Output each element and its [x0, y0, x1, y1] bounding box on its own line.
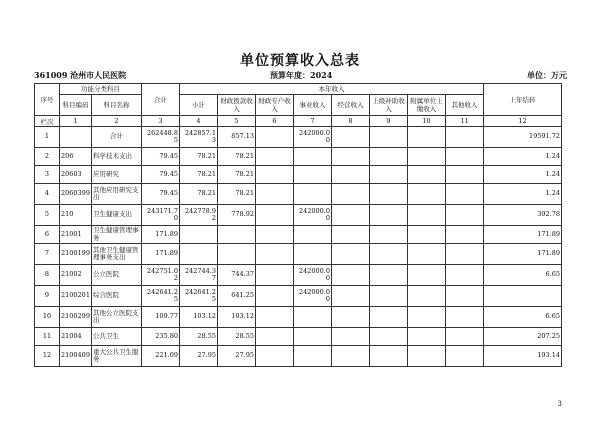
organization-label: 361009 沧州市人民医院 [34, 70, 127, 80]
table-row [35, 244, 562, 265]
cell-business [294, 226, 332, 244]
cell-code: 21001 [60, 226, 92, 244]
cell-code: 2060399 [60, 184, 92, 205]
cell-operating [332, 286, 370, 307]
column-index-cell: 12 [484, 116, 562, 127]
cell-fiscal-special [256, 265, 294, 286]
cell-subtotal: 78.21 [180, 148, 218, 166]
cell-other [446, 307, 484, 328]
cell-fiscal: 28.55 [218, 328, 256, 346]
cell-other [446, 244, 484, 265]
cell-fiscal: 744.37 [218, 265, 256, 286]
cell-superior [370, 265, 408, 286]
cell-superior [370, 127, 408, 148]
cell-business [294, 166, 332, 184]
cell-seq: 4 [35, 184, 60, 205]
cell-name: 科学技术支出 [92, 148, 142, 166]
budget-income-table [34, 83, 562, 367]
table-row [35, 265, 562, 286]
unit-label: 单位：万元 [527, 70, 567, 80]
cell-carryover: 193.14 [484, 346, 562, 367]
cell-fiscal-special [256, 307, 294, 328]
header-name: 科目名称 [92, 95, 142, 116]
header-affiliated: 附属单位上缴收入 [408, 95, 446, 116]
cell-operating [332, 244, 370, 265]
cell-fiscal-special [256, 244, 294, 265]
table-row [35, 166, 562, 184]
page-title: 单位预算收入总表 [240, 53, 360, 69]
cell-affiliated [408, 226, 446, 244]
cell-fiscal-special [256, 166, 294, 184]
cell-fiscal: 27.95 [218, 346, 256, 367]
cell-affiliated [408, 265, 446, 286]
cell-carryover: 19591.72 [484, 127, 562, 148]
cell-name: 其他卫生健康管理事务支出 [92, 244, 142, 265]
cell-business [294, 307, 332, 328]
cell-operating [332, 166, 370, 184]
column-index-cell: 1 [60, 116, 92, 127]
cell-code: 2100409 [60, 346, 92, 367]
budget-year-label: 预算年度：2024 [270, 70, 333, 80]
column-index-cell: 2 [92, 116, 142, 127]
header-subtotal: 小计 [180, 95, 218, 116]
cell-seq: 9 [35, 286, 60, 307]
cell-affiliated [408, 166, 446, 184]
cell-superior [370, 244, 408, 265]
table-row [35, 148, 562, 166]
cell-total: 221.09 [142, 346, 180, 367]
cell-superior [370, 166, 408, 184]
cell-subtotal: 78.21 [180, 166, 218, 184]
cell-other [446, 346, 484, 367]
cell-fiscal: 78.21 [218, 166, 256, 184]
cell-subtotal: 242857.13 [180, 127, 218, 148]
cell-carryover: 6.65 [484, 307, 562, 328]
cell-other [446, 148, 484, 166]
column-index-cell: 6 [256, 116, 294, 127]
cell-superior [370, 184, 408, 205]
cell-name: 重大公共卫生服务 [92, 346, 142, 367]
cell-seq: 1 [35, 127, 60, 148]
cell-fiscal: 778.92 [218, 205, 256, 226]
header-other: 其他收入 [446, 95, 484, 116]
column-index-row [35, 116, 562, 127]
cell-affiliated [408, 184, 446, 205]
cell-seq: 6 [35, 226, 60, 244]
cell-other [446, 205, 484, 226]
cell-superior [370, 346, 408, 367]
cell-total: 243171.70 [142, 205, 180, 226]
cell-carryover: 171.89 [484, 244, 562, 265]
header-operating: 经营收入 [332, 95, 370, 116]
header-code: 科目编码 [60, 95, 92, 116]
cell-superior [370, 328, 408, 346]
header-fiscal: 财政拨款收入 [218, 95, 256, 116]
cell-business: 242000.00 [294, 205, 332, 226]
cell-superior [370, 148, 408, 166]
column-index-cell: 9 [370, 116, 408, 127]
cell-name: 合计 [92, 127, 142, 148]
cell-operating [332, 127, 370, 148]
cell-code: 21002 [60, 265, 92, 286]
cell-operating [332, 328, 370, 346]
cell-name: 应用研究 [92, 166, 142, 184]
cell-code: 2100299 [60, 307, 92, 328]
cell-superior [370, 205, 408, 226]
column-index-cell: 7 [294, 116, 332, 127]
cell-operating [332, 205, 370, 226]
cell-subtotal: 242641.25 [180, 286, 218, 307]
column-index-cell: 4 [180, 116, 218, 127]
cell-fiscal-special [256, 184, 294, 205]
cell-code: 21004 [60, 328, 92, 346]
cell-fiscal-special [256, 346, 294, 367]
cell-fiscal: 103.12 [218, 307, 256, 328]
cell-other [446, 127, 484, 148]
cell-total: 79.45 [142, 184, 180, 205]
cell-business: 242000.00 [294, 265, 332, 286]
table-row [35, 226, 562, 244]
cell-total: 171.89 [142, 244, 180, 265]
cell-code: 210 [60, 205, 92, 226]
cell-seq: 3 [35, 166, 60, 184]
cell-carryover [484, 286, 562, 307]
cell-seq: 8 [35, 265, 60, 286]
cell-carryover: 1.24 [484, 184, 562, 205]
cell-business [294, 184, 332, 205]
table-row [35, 307, 562, 328]
cell-carryover: 392.78 [484, 205, 562, 226]
table-row [35, 346, 562, 367]
cell-seq: 7 [35, 244, 60, 265]
page-number: 3 [557, 400, 562, 408]
cell-subtotal: 28.55 [180, 328, 218, 346]
cell-carryover: 1.24 [484, 148, 562, 166]
cell-fiscal-special [256, 148, 294, 166]
cell-operating [332, 346, 370, 367]
cell-other [446, 286, 484, 307]
cell-affiliated [408, 328, 446, 346]
cell-name: 公共卫生 [92, 328, 142, 346]
cell-other [446, 184, 484, 205]
header-business: 事业收入 [294, 95, 332, 116]
cell-fiscal: 78.21 [218, 184, 256, 205]
cell-carryover: 207.25 [484, 328, 562, 346]
cell-business [294, 148, 332, 166]
cell-total: 79.45 [142, 166, 180, 184]
table-row [35, 127, 562, 148]
cell-name: 卫生健康支出 [92, 205, 142, 226]
table-row [35, 328, 562, 346]
cell-operating [332, 307, 370, 328]
cell-carryover: 6.65 [484, 265, 562, 286]
column-index-cell: 5 [218, 116, 256, 127]
cell-subtotal [180, 226, 218, 244]
table-row [35, 286, 562, 307]
cell-fiscal-special [256, 328, 294, 346]
cell-fiscal-special [256, 205, 294, 226]
cell-total: 235.80 [142, 328, 180, 346]
cell-code: 2100201 [60, 286, 92, 307]
column-index-cell: 栏次 [35, 116, 60, 127]
cell-subtotal: 103.12 [180, 307, 218, 328]
cell-affiliated [408, 346, 446, 367]
cell-affiliated [408, 244, 446, 265]
cell-business [294, 346, 332, 367]
cell-affiliated [408, 127, 446, 148]
cell-seq: 5 [35, 205, 60, 226]
cell-name: 公立医院 [92, 265, 142, 286]
cell-business [294, 328, 332, 346]
cell-operating [332, 148, 370, 166]
cell-other [446, 265, 484, 286]
cell-code: 2100199 [60, 244, 92, 265]
cell-carryover: 171.89 [484, 226, 562, 244]
cell-fiscal-special [256, 226, 294, 244]
cell-fiscal: 857.13 [218, 127, 256, 148]
column-index-cell: 8 [332, 116, 370, 127]
cell-business [294, 244, 332, 265]
cell-total: 109.77 [142, 307, 180, 328]
cell-affiliated [408, 307, 446, 328]
cell-code: 206 [60, 148, 92, 166]
cell-total: 171.89 [142, 226, 180, 244]
header-current-year: 本年收入 [180, 84, 484, 95]
cell-other [446, 226, 484, 244]
cell-seq: 12 [35, 346, 60, 367]
cell-subtotal: 27.95 [180, 346, 218, 367]
cell-superior [370, 286, 408, 307]
cell-affiliated [408, 148, 446, 166]
column-index-cell: 11 [446, 116, 484, 127]
cell-other [446, 166, 484, 184]
cell-total: 262448.85 [142, 127, 180, 148]
cell-seq: 11 [35, 328, 60, 346]
header-seq: 序号 [35, 84, 60, 116]
cell-seq: 2 [35, 148, 60, 166]
cell-operating [332, 184, 370, 205]
column-index-cell: 10 [408, 116, 446, 127]
cell-operating [332, 265, 370, 286]
header-func-class: 功能分类科目 [60, 84, 142, 95]
cell-superior [370, 307, 408, 328]
header-carryover: 上年结转 [484, 84, 562, 116]
table-row [35, 184, 562, 205]
header-superior: 上级补助收入 [370, 95, 408, 116]
cell-fiscal: 78.21 [218, 148, 256, 166]
cell-fiscal: 641.25 [218, 286, 256, 307]
cell-affiliated [408, 286, 446, 307]
header-fiscal-special: 财政专户收入 [256, 95, 294, 116]
cell-fiscal-special [256, 127, 294, 148]
cell-fiscal [218, 226, 256, 244]
cell-other [446, 328, 484, 346]
cell-fiscal [218, 244, 256, 265]
cell-name: 其他应用研究支出 [92, 184, 142, 205]
header-total: 合计 [142, 84, 180, 116]
cell-superior [370, 226, 408, 244]
cell-total: 79.45 [142, 148, 180, 166]
column-index-cell: 3 [142, 116, 180, 127]
cell-code [60, 127, 92, 148]
cell-affiliated [408, 205, 446, 226]
cell-fiscal-special [256, 286, 294, 307]
cell-code: 20603 [60, 166, 92, 184]
table-row [35, 205, 562, 226]
cell-operating [332, 226, 370, 244]
cell-subtotal: 242744.37 [180, 265, 218, 286]
cell-seq: 10 [35, 307, 60, 328]
cell-business: 242000.00 [294, 127, 332, 148]
cell-total: 242751.02 [142, 265, 180, 286]
cell-carryover: 1.24 [484, 166, 562, 184]
cell-business: 242000.00 [294, 286, 332, 307]
cell-name: 其他公立医院支出 [92, 307, 142, 328]
cell-total: 242641.25 [142, 286, 180, 307]
cell-name: 综合医院 [92, 286, 142, 307]
cell-subtotal [180, 244, 218, 265]
cell-subtotal: 78.21 [180, 184, 218, 205]
cell-subtotal: 242778.92 [180, 205, 218, 226]
cell-name: 卫生健康管理事务 [92, 226, 142, 244]
